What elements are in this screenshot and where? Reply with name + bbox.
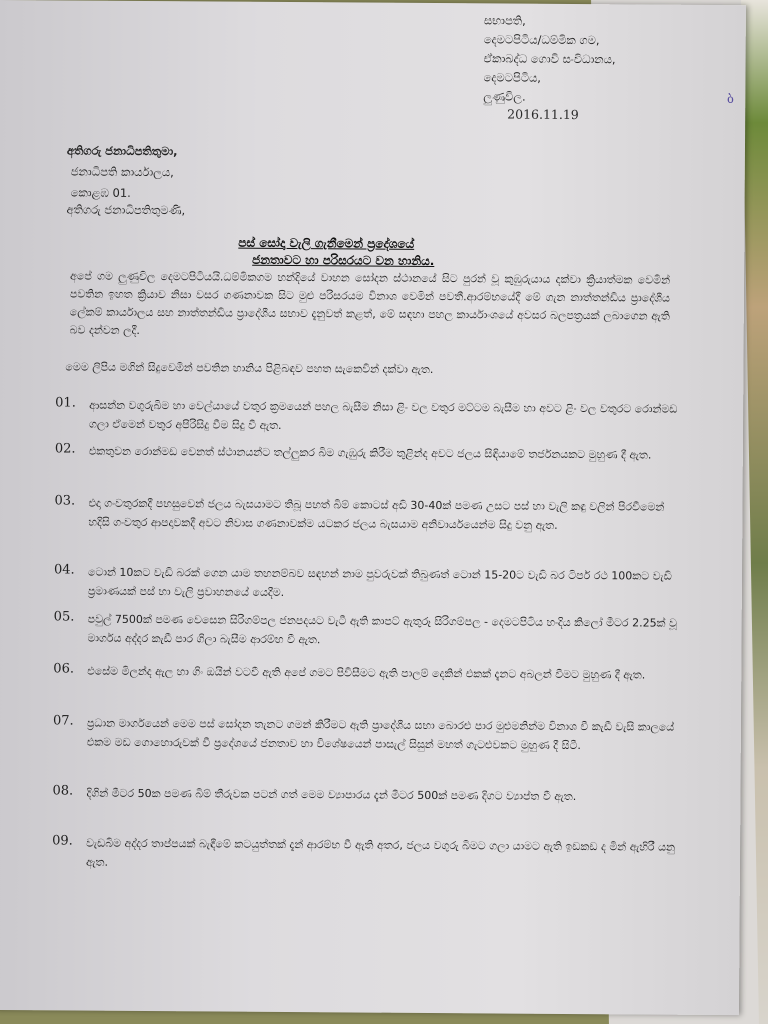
item-text: ටොන් 10කට වැඩි බරක් ගෙන යාම තහනම්බව සඳහන් නාම පුවරුවක් තිබුණත් ටොන් 15-20ට වැඩි බර ටිපර් රථ 100කට වැඩි ප්‍රමාණයක් පස් හා වැලි ප්‍රවාහනයේ යෙදීම.	[87, 565, 672, 599]
item-number: 05.	[53, 609, 75, 625]
item-number: 01.	[55, 395, 76, 411]
sender-address	[483, 11, 704, 108]
list-item	[53, 562, 694, 599]
list-item	[53, 609, 694, 647]
recipient-address	[66, 140, 371, 205]
item-number: 03.	[54, 493, 76, 509]
item-number: 07.	[52, 713, 74, 729]
item-text: එදා ගංවතුරකදී පහසුවෙන් ජලය බැසයාමට තිබූ පහත් බිම් කොටස් අඩි 30-40ක් පමණ උසට පස් හා වැලි කඳු වලින් පිරවීමෙන් හදිසි ගංවතුර ආපදාවකදී අවට නිවාස ගණනාවක්ම යටකර ජලය බැසයාම අනිවාර්යයෙන්ම සිදු වනු ඇත.	[88, 496, 665, 532]
list-item	[54, 441, 695, 462]
list-item	[55, 395, 695, 432]
item-number: 08.	[52, 783, 74, 799]
sender-line: සභාපති,	[483, 13, 526, 28]
item-text: ප්‍රධාන මාර්ගයෙන් මෙම පස් සෝදන තැනට ගමන් කිරීමට ඇති ප්‍රාදේශීය සභා බොරළු පාර මුළුමනින්ම විනාශ වී කැඩී වැසි කාලයේ එකම මඩ ගොහොරුවක් වී ප්‍රදේශයේ ජනතාව හා විශේෂයෙන් පාසැල් සිසුන් මහත් ගැටළුවකට මුහුණ දී සිටී.	[86, 716, 675, 753]
sender-line: ඒකාබද්ධ ගොවි සංවිධානය,	[483, 51, 616, 67]
salutation: අතිගරු ජනාධිපතිතුමණි,	[66, 202, 186, 218]
item-text: ආසන්න වගුරුබිම හා වෙල්යායේ වතුර ක්‍රමයෙන් පහල බැසීම නිසා ළිං වල වතුර මට්ටම බැසීම හා අවට ළිං වල වතුරට රොන්මඩ ගලා ඒමෙන් වතුර අපිරිසිදු වීම සිදු වී ඇත.	[88, 398, 678, 432]
item-number: 06.	[53, 661, 75, 677]
recipient-line: අතිගරු ජනාධිපතිතුමා,	[66, 143, 178, 159]
list-item	[52, 833, 692, 869]
subject-heading	[238, 235, 538, 271]
list-item	[52, 713, 693, 753]
item-text: එසේම මිලන්ද ඇල හා ගිං ඔයින් වටවී ඇති අපේ ගමට පිවිසීමට ඇති පාලම් දෙකින් එකක් දැනට අබලන් වීමට මුහුණ දී ඇත.	[87, 664, 646, 682]
list-item	[54, 493, 695, 532]
item-text: වැඩබිම අද්දර තාප්පයක් බැඳීමේ කටයුත්තක් දැන් ආරම්භ වී ඇති අතර, ජලය වගුරු බිමට ගලා යාමට ඇති ඉඩකඩ ද මින් ඇහිරී යනු ඇත.	[85, 836, 675, 869]
subject-line: ජනතාවට හා පරිසරයට වන හානිය.	[252, 252, 435, 269]
item-number: 02.	[54, 441, 76, 457]
intro-paragraph: අපේ ගම ලුණුවිල දෙමටපිටියයි.ධම්මිකගම හන්දියේ වාහන සෝදන ස්ථානයේ සිට පුරන් වූ කුඹුරුයාය දක්වා ක්‍රියාත්මක වෙමින් පවතින ඉහත ක්‍රියාව නිසා වසර ගණනාවක සිට මුළු පරිසරයම විනාශ වෙමින් පවතී.ආරම්භයේදී මේ ගැන නාත්තන්ඩිය ප්‍රාදේශීය ලේකම් කාර්යාලය සහ නාත්තන්ඩිය ප්‍රාදේශීය සභාව දැනුවත් කළත්, මේ සඳහා පහල කාර්යාංශයේ අවසර බලපත්‍රයක් ලබාගෙන ඇති බව දන්වන ලදී.	[69, 269, 671, 337]
subject-line: පස් සෝදා වැලි ගැනීමෙන් ප්‍රදේශයේ	[238, 235, 415, 251]
sender-line: ලුණුවිල.	[483, 89, 526, 104]
letter-date: 2016.11.19	[507, 106, 579, 123]
recipient-line: කොළඹ 01.	[70, 185, 131, 200]
list-item	[52, 783, 693, 804]
damage-list	[52, 395, 695, 869]
item-number: 04.	[53, 562, 75, 578]
item-number: 09.	[52, 833, 73, 849]
pen-annotation: ბ	[727, 92, 734, 106]
item-text: එකතුවන රොන්මඩ වෙනත් ස්ථානයන්ට තල්ලුකර බිම ගැඹුරු කිරීම තුළින්ද අවට ජලය සිඳියාමේ තර්ජනයකට මුහුණ දී ඇත.	[88, 444, 652, 462]
recipient-line: ජනාධිපති කාර්යාලය,	[70, 164, 174, 180]
list-item	[53, 661, 693, 682]
lead-sentence: මෙම ලිපිය මගින් සිදුවෙමින් පවතින හානිය පිළිබඳව පහත සැකෙවින් දක්වා ඇත.	[65, 360, 434, 377]
sender-line: දෙමටපිටිය,	[483, 70, 541, 85]
item-text: දිගින් මීටර 50ක පමණ බිම් තීරුවක පටන් ගත් මෙම ව්‍යාපාරය දැන් මීටර 500ක් පමණ දිගට ව්‍යාප්ත වී ඇත.	[86, 786, 577, 804]
sender-line: දෙමටපිටිය/ධම්මික ගම,	[483, 32, 600, 48]
item-text: පවුල් 7500ක් පමණ වෙසෙන සිරිගම්පල ජනපදයට වැටී ඇති කාපට් ඇතුරූ සිරිගම්පල - දෙමටපිටිය හංදිය කිලෝ මීටර 2.25ක් වූ මාර්ගය අද්දර කැඩී පාර ගිලා බැසීම ආරම්භ වී ඇත.	[87, 612, 677, 647]
